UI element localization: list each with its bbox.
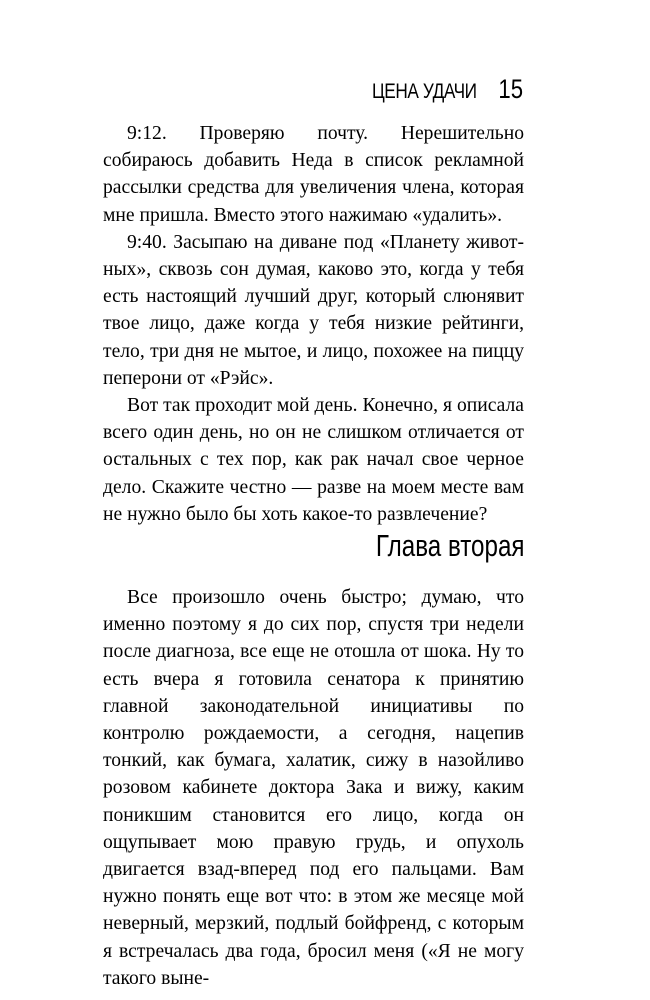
running-header: [349, 74, 523, 106]
running-title: ЦЕНА УДАЧИ: [372, 80, 477, 103]
text-block-before-chapter: [103, 120, 524, 528]
chapter-title: Глава вторая: [375, 528, 524, 563]
page-number: 15: [498, 74, 523, 104]
paragraph: 9:40. Засыпаю на диване под «Планету животных», сквозь сон думая, каково это, когда у тебя есть настоящий лучший друг, который слюнявит твое лицо, даже когда у тебя низкие рейтинги, тело, три дня не мытое, и лицо, похожее на пиццу пеперони от «Рэйс».: [103, 231, 524, 389]
paragraph: Вот так проходит мой день. Конечно, я описала всего один день, но он не слишком отличается от остальных с тех пор, как рак начал свое черное дело. Скажите честно — разве на моем месте вам не нужно было бы хоть какое-то развлечение?: [103, 395, 524, 525]
paragraph: 9:12. Проверяю почту. Нерешительно собираюсь добавить Неда в список рекламной рассылки средства для увеличения члена, которая мне пришла. Вместо этого нажимаю «удалить».: [103, 123, 524, 226]
paragraph: Все произошло очень быстро; думаю, что именно поэтому я до сих пор, спустя три недели после диагноза, все еще не отошла от шока. Ну то есть вчера я готовила сенатора к принятию главной законодательной инициативы по контролю рождаемости, а сегодня, нацепив тонкий, как бумага, халатик, сижу в назойливо розовом кабинете доктора Зака и вижу, каким поникшим становится его лицо, когда он ощупывает мою правую грудь, и опухоль двигается взад-вперед под его пальцами. Вам нужно понять еще вот что: в этом же месяце мой неверный, мерзкий, подлый бойфренд, с которым я встречалась два года, бросил меня («Я не могу такого выне-: [103, 587, 524, 989]
text-block-after-chapter: [103, 584, 524, 992]
